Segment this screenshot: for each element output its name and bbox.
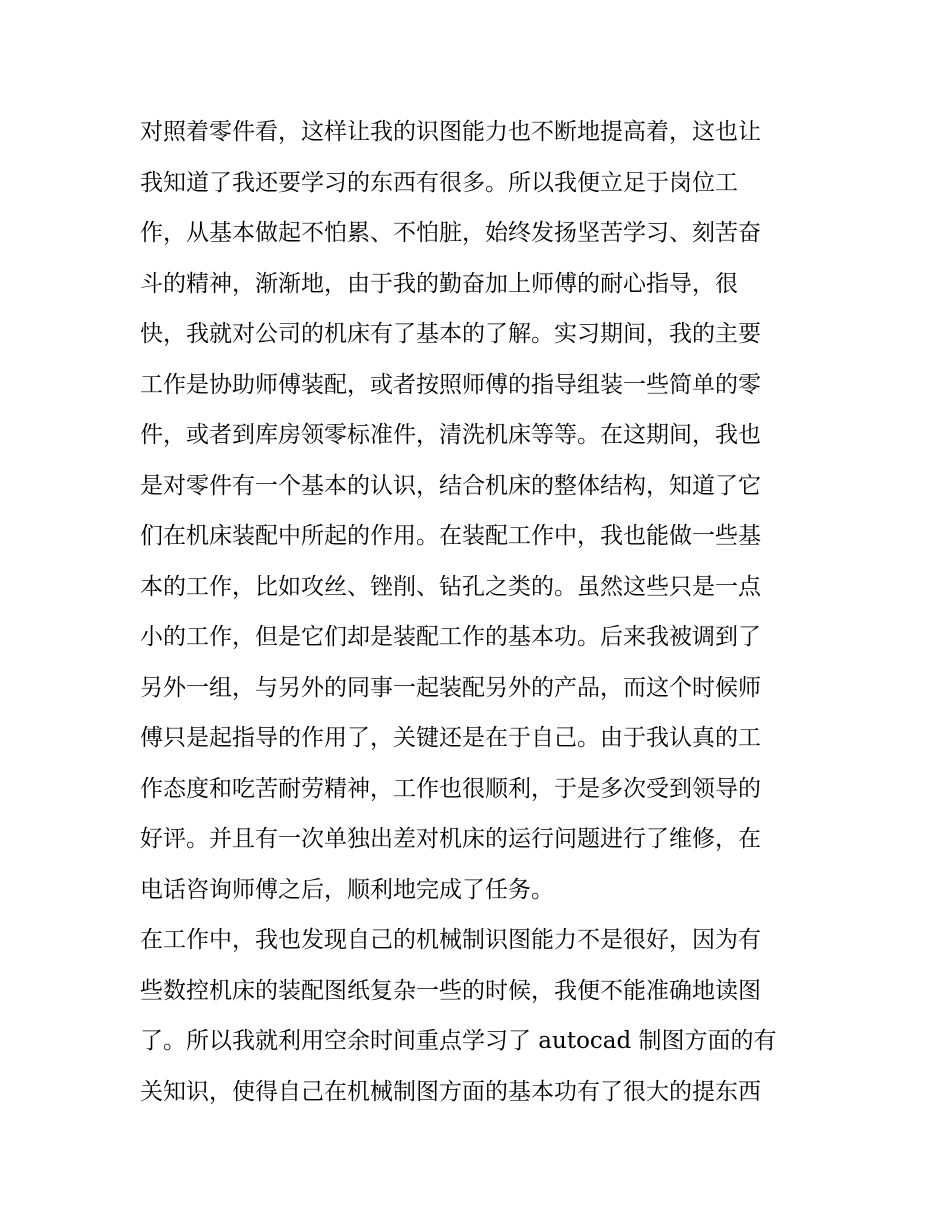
text-line: 了。所以我就利用空余时间重点学习了 autocad 制图方面的有 bbox=[140, 1028, 777, 1054]
body-text bbox=[140, 107, 820, 1117]
text-line: 斗的精神，渐渐地，由于我的勤奋加上师傅的耐心指导，很 bbox=[140, 270, 738, 297]
text-line: 们在机床装配中所起的作用。在装配工作中，我也能做一些基 bbox=[140, 523, 761, 549]
text-line: 小的工作，但是它们却是装配工作的基本功。后来我被调到了 bbox=[140, 624, 761, 650]
text-line: 在工作中，我也发现自己的机械制识图能力不是很好，因为有 bbox=[140, 927, 761, 953]
text-line: 我知道了我还要学习的东西有很多。所以我便立足于岗位工 bbox=[140, 169, 738, 196]
text-line: 另外一组，与另外的同事一起装配另外的产品，而这个时候师 bbox=[140, 674, 761, 701]
text-line: 傅只是起指导的作用了，关键还是在于自己。由于我认真的工 bbox=[140, 725, 761, 751]
text-line: 电话咨询师傅之后，顺利地完成了任务。 bbox=[140, 876, 554, 903]
text-line: 工作是协助师傅装配，或者按照师傅的指导组装一些简单的零 bbox=[140, 371, 761, 398]
text-line: 本的工作，比如攻丝、锉削、钻孔之类的。虽然这些只是一点 bbox=[140, 573, 761, 600]
text-line: 对照着零件看，这样让我的识图能力也不断地提高着，这也让 bbox=[140, 119, 761, 145]
text-line: 作，从基本做起不怕累、不怕脏，始终发扬坚苦学习、刻苦奋 bbox=[140, 220, 761, 246]
text-line: 好评。并且有一次单独出差对机床的运行问题进行了维修，在 bbox=[140, 826, 761, 852]
text-line: 快，我就对公司的机床有了基本的了解。实习期间，我的主要 bbox=[140, 321, 761, 347]
text-line: 些数控机床的装配图纸复杂一些的时候，我便不能准确地读图 bbox=[140, 977, 761, 1004]
text-line: 是对零件有一个基本的认识，结合机床的整体结构，知道了它 bbox=[140, 472, 761, 499]
text-line: 作态度和吃苦耐劳精神，工作也很顺利，于是多次受到领导的 bbox=[140, 775, 761, 802]
text-line: 件，或者到库房领零标准件，清洗机床等等。在这期间，我也 bbox=[140, 422, 761, 448]
text-line: 关知识，使得自己在机械制图方面的基本功有了很大的提东西 bbox=[140, 1078, 761, 1105]
